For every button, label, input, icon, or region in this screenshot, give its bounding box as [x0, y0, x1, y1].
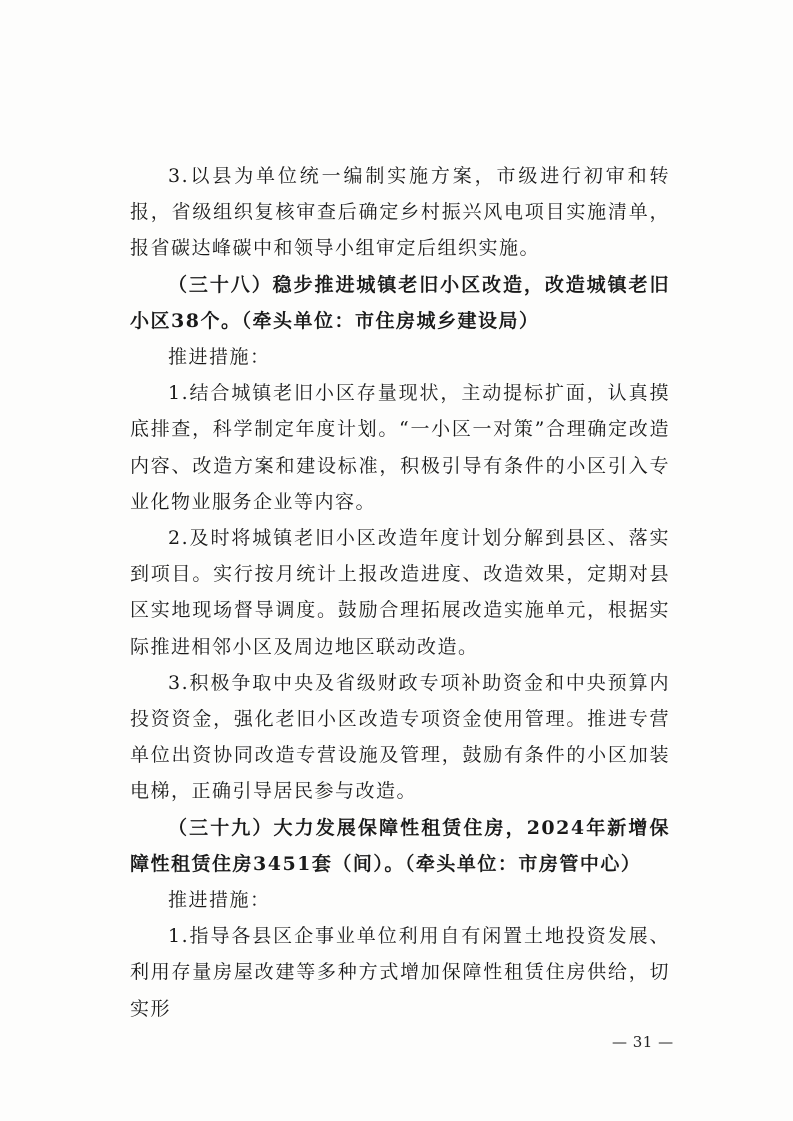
- paragraph-measure-3: 3.以县为单位统一编制实施方案，市级进行初审和转报，省级组织复核审查后确定乡村振兴风电项目实施清单，报省碳达峰碳中和领导小组审定后组织实施。: [130, 165, 670, 260]
- paragraph-measure-1b: 1.指导各县区企事业单位利用自有闲置土地投资发展、利用存量房屋改建等多种方式增加保障性租赁住房供给，切实形: [130, 925, 670, 1020]
- measures-label-2: 推进措施：: [168, 889, 271, 912]
- heading-item-39: （三十九）大力发展保障性租赁住房，2024年新增保障性租赁住房3451套（间）。（牵头单位：市房管中心）: [130, 816, 670, 875]
- measures-label: 推进措施：: [168, 346, 271, 369]
- paragraph-measure-2: 2.及时将城镇老旧小区改造年度计划分解到县区、落实到项目。实行按月统计上报改造进度、改造效果，定期对县区实地现场督导调度。鼓励合理拓展改造实施单元，根据实际推进相邻小区及周边地区联动改造。: [130, 527, 670, 658]
- page-number: — 31 —: [612, 1033, 674, 1051]
- heading-item-38: （三十八）稳步推进城镇老旧小区改造，改造城镇老旧小区38个。（牵头单位：市住房城乡建设局）: [130, 273, 670, 332]
- paragraph-measure-3b: 3.积极争取中央及省级财政专项补助资金和中央预算内投资资金，强化老旧小区改造专项资金使用管理。推进专营单位出资协同改造专营设施及管理，鼓励有条件的小区加装电梯，正确引导居民参与改造。: [130, 671, 670, 803]
- paragraph-measure-1: 1.结合城镇老旧小区存量现状，主动提标扩面，认真摸底排查，科学制定年度计划。“一小区一对策”合理确定改造内容、改造方案和建设标准，积极引导有条件的小区引入专业化物业服务企业等内容。: [130, 382, 670, 513]
- document-body: [130, 158, 670, 1027]
